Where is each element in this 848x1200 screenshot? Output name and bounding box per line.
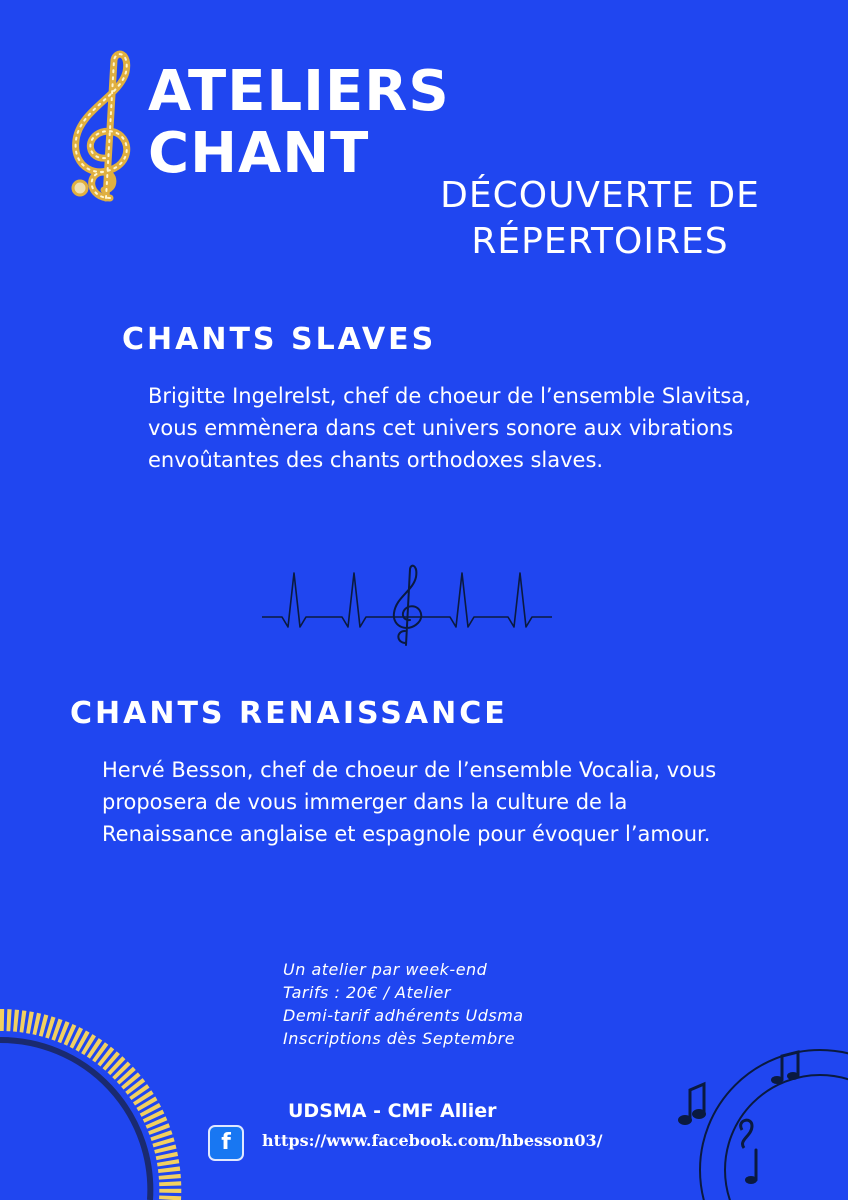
title-line-1: ATELIERS <box>148 59 450 124</box>
facebook-icon[interactable]: f <box>208 1125 244 1161</box>
section-title-slaves: CHANTS SLAVES <box>122 322 437 357</box>
treble-clef-icon <box>58 48 148 208</box>
info-line-2: Tarifs : 20€ / Atelier <box>283 983 451 1002</box>
info-line-3: Demi-tarif adhérents Udsma <box>283 1006 524 1025</box>
facebook-link[interactable]: https://www.facebook.com/hbesson03/ <box>262 1131 603 1150</box>
music-notes-icon <box>670 1020 848 1200</box>
info-block <box>283 958 623 1050</box>
organizer-name: UDSMA - CMF Allier <box>288 1100 497 1122</box>
section-title-renaissance: CHANTS RENAISSANCE <box>70 696 508 731</box>
info-line-1: Un atelier par week-end <box>283 960 488 979</box>
piano-keys-decoration <box>0 1010 190 1200</box>
subtitle-line-2: RÉPERTOIRES <box>471 221 729 262</box>
subtitle-line-1: DÉCOUVERTE DE <box>440 175 760 216</box>
heartbeat-clef-icon <box>262 565 552 650</box>
section-body-slaves: Brigitte Ingelrelst, chef de choeur de l’ensemble Slavitsa, vous emmènera dans cet univers sonore aux vibrations envoûtantes des chants orthodoxes slaves. <box>148 384 751 472</box>
section-body-renaissance: Hervé Besson, chef de choeur de l’ensemble Vocalia, vous proposera de vous immerger dans la culture de la Renaissance anglaise et espagnole pour évoquer l’amour. <box>102 758 717 846</box>
info-line-4: Inscriptions dès Septembre <box>283 1029 516 1048</box>
title-line-2: CHANT <box>148 121 370 186</box>
